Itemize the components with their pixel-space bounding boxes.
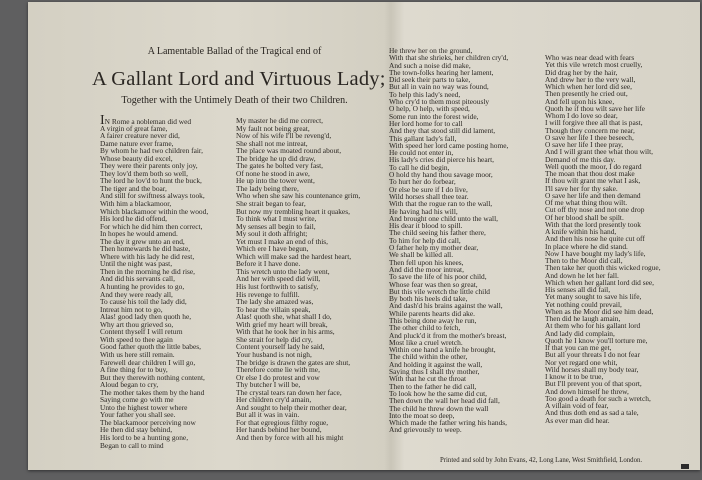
verse-line: Demand of me this day.: [545, 154, 616, 164]
verse-line: He could not enter in,: [389, 148, 454, 158]
verse-line: The blackamoor perceiving now: [100, 417, 196, 427]
verse-line: This being done away he run,: [389, 315, 477, 325]
verse-line: Which when her gallant lord did see,: [545, 277, 654, 287]
verse-column-3: [389, 47, 508, 434]
verse-line: His revenge to fulfill.: [236, 289, 300, 299]
verse-line: Aloud began to cry,: [100, 380, 159, 390]
verse-line: Which blackamoor within the wood,: [100, 206, 209, 216]
ballad-preamble: A Lamentable Ballad of the Tragical end of: [147, 46, 322, 57]
verse-line: Then to the Moor did call,: [545, 256, 623, 265]
verse-line: My fault not being great,: [236, 123, 310, 133]
verse-line: My soul it doth affright;: [236, 229, 308, 239]
verse-line: Then presently he cried out,: [545, 89, 628, 99]
verse-line: Who was near dead with fears: [545, 53, 635, 62]
verse-line: And I will grant thee what thou wilt,: [545, 147, 653, 157]
verse-line: A virgin of great fame,: [100, 123, 168, 133]
verse-line: The place was moated round about,: [236, 146, 342, 156]
verse-line: And they were ready all,: [100, 289, 173, 299]
verse-line: Of me what thing thou wilt.: [545, 198, 628, 207]
verse-line: But I'll prevent you of that sport,: [545, 379, 642, 389]
verse-line: Now of his wife I'll be reveng'd,: [236, 131, 332, 141]
verse-line: And still for swiftness always took,: [100, 191, 205, 201]
verse-line: O save her life I thee pray,: [545, 140, 624, 149]
verse-line: To help this lady's need,: [389, 89, 461, 99]
verse-line: He up into the tower went,: [236, 176, 315, 186]
verse-line: Of her blood shall be spilt.: [545, 212, 624, 222]
verse-line: Her children cry'd amain,: [236, 395, 312, 405]
verse-line: To cause his toil the lady did,: [100, 297, 187, 307]
verse-line: His lord to be a hunting gone,: [100, 432, 189, 442]
verse-line: Unto the highest tower where: [100, 402, 188, 412]
verse-line: My senses all begin to fail,: [236, 221, 316, 231]
verse-line: They lov'd them both so well,: [100, 168, 188, 178]
verse-line: With that the lord presently took: [545, 219, 641, 229]
verse-line: When as the Moor did see him dead,: [545, 306, 654, 316]
verse-line: Saying thus I shall thy mother,: [389, 367, 480, 377]
verse-line: Saying come go with me: [100, 395, 174, 405]
verse-line: O save her life and then demand: [545, 190, 641, 200]
verse-line: Whom I do love so dear,: [545, 111, 618, 120]
verse-line: Then take her quoth this wicked rogue,: [545, 263, 661, 273]
verse-line: With that she shrieks, her children cry'd,: [389, 53, 509, 63]
verse-line: Or else I do protest and vow: [236, 372, 320, 382]
verse-line: Or else be sure if I do live,: [389, 184, 468, 194]
verse-line: And then by force with all his might: [236, 432, 344, 442]
verse-line: Did seek their parts to take,: [389, 75, 471, 85]
verse-line: Which will make sad the hardest heart,: [236, 251, 352, 261]
verse-line: His lust forthwith to satisfy,: [236, 282, 319, 292]
verse-line: Quoth he if thou wilt save her life: [545, 103, 645, 113]
verse-line: Then in the morning he did rise,: [100, 266, 196, 276]
verse-line: Therefore come lie with me,: [236, 365, 320, 375]
verse-line: But all in vain no way was found,: [389, 82, 489, 92]
verse-line: He then did stay behind,: [100, 425, 173, 435]
verse-line: The town-folks hearing her lament,: [389, 67, 494, 77]
verse-line: Then fell upon his knees,: [389, 257, 464, 267]
verse-line: Dame nature ever frame,: [100, 138, 174, 148]
verse-line: Which ere I have begun,: [236, 244, 309, 254]
verse-column-2: [236, 117, 360, 442]
verse-line: And did his servants call,: [100, 274, 175, 284]
verse-line: I'll save her for thy sake.: [545, 183, 618, 193]
verse-line: Then to the father he did call,: [389, 381, 477, 391]
verse-line: I know it to be true,: [545, 372, 604, 381]
verse-line: If thou wilt grant me what I ask,: [545, 176, 641, 186]
verse-line: To call he did begin,: [389, 162, 450, 172]
verse-line: Why art thou grieved so,: [100, 319, 174, 329]
verse-line: Now I have bought my lady's life,: [545, 248, 646, 258]
verse-line: Yet this vile wretch most cruelly,: [545, 60, 643, 70]
verse-line: Who cry'd to them most piteously: [389, 97, 490, 107]
verse-line: The child within the other,: [389, 352, 468, 362]
verse-line: Then down the wall her head did fall,: [389, 396, 500, 406]
verse-line: The lady being there,: [236, 183, 299, 193]
verse-column-4: [545, 54, 661, 424]
verse-line: She strait began to fear,: [236, 199, 306, 209]
verse-line: While parents hearts did ake.: [389, 308, 475, 318]
printer-imprint: Printed and sold by John Evans, 42, Long Lane, West Smithfield, London.: [440, 457, 643, 464]
verse-line: Farewell dear children I will go,: [100, 357, 196, 367]
verse-line: O help, O help, with speed,: [389, 104, 470, 114]
verse-line: Some run into the forest wide,: [389, 111, 479, 121]
verse-line: By both his heels did take,: [389, 294, 468, 304]
verse-line: The crystal tears ran down her face,: [236, 387, 342, 397]
verse-line: Though they concern me near,: [545, 125, 635, 135]
verse-line: Content thyself I will return: [100, 327, 183, 337]
verse-line: But they therewith nothing content,: [100, 372, 205, 382]
verse-line: With him a blackamoor,: [100, 199, 172, 209]
verse-line: Content yourself lady he said,: [236, 342, 325, 352]
verse-line: The day it grew unto an end,: [100, 236, 185, 246]
verse-line: And thus doth end as sad a tale,: [545, 408, 639, 418]
verse-line: For that egregious filthy rogue,: [236, 417, 329, 427]
verse-line: But now my trembling heart it quakes,: [236, 206, 350, 216]
verse-line: The other child to fetch,: [389, 323, 461, 333]
ballad-title: A Gallant Lord and Virtuous Lady;: [92, 68, 386, 90]
verse-line: With grief my heart will break,: [236, 319, 328, 329]
verse-line: The child he threw down the wall: [389, 403, 489, 413]
verse-line: Which when her lord did see,: [545, 82, 633, 91]
verse-line: Yet must I make an end of this,: [236, 236, 329, 246]
verse-line: The gates he bolted very fast,: [236, 161, 324, 171]
verse-line: But all it was in vain.: [236, 410, 300, 420]
verse-line: They were their parents only joy,: [100, 161, 198, 171]
verse-line: And such a noise did make,: [389, 60, 471, 70]
verse-line: This gallant lady's fall,: [389, 133, 457, 143]
verse-line: If that you can me get,: [545, 343, 612, 352]
verse-line: She shall not me intreat,: [236, 138, 308, 148]
verse-line: Before it I have done.: [236, 259, 301, 269]
verse-line: With that he cut the throat: [389, 374, 467, 384]
verse-line: And grievously to weep.: [389, 425, 462, 435]
verse-line: Within one hand a knife he brought,: [389, 345, 496, 355]
archive-mark: [681, 464, 689, 469]
verse-line: Until the night was past,: [100, 259, 173, 269]
verse-line: She strait for help did cry,: [236, 334, 313, 344]
verse-line: A fine thing for to buy,: [100, 365, 168, 375]
verse-line: To hurt her do forbear,: [389, 177, 456, 187]
verse-line: But all your threats I do not fear: [545, 350, 641, 360]
verse-line: Did drag her by the hair,: [545, 67, 618, 77]
verse-column-1: [100, 113, 209, 450]
verse-line: And they that stood still did lament,: [389, 126, 496, 136]
verse-line: Quoth he I know you'll torture me,: [545, 335, 648, 345]
verse-line: Wild horses shall thee tear.: [389, 191, 469, 201]
verse-line: Her lord home for to call: [389, 118, 463, 128]
verse-line: And fell upon his knee,: [545, 96, 615, 106]
verse-line: Your father you shall see.: [100, 410, 176, 420]
verse-line: He having had his will,: [389, 206, 458, 216]
verse-line: And holding it against the wall,: [389, 359, 483, 369]
verse-line: A villain void of fear,: [545, 401, 609, 410]
verse-line: Your husband is not nigh,: [236, 349, 312, 359]
verse-line: His lady's cries did pierce his heart,: [389, 155, 494, 165]
verse-line: My master he did me correct,: [236, 116, 324, 125]
verse-line: The lady she amazed was,: [236, 297, 314, 307]
verse-line: Alas! quoth she, what shall I do,: [236, 312, 332, 322]
verse-line: In place where he did stand.: [545, 241, 628, 251]
verse-line: Alas! good lady then quoth he,: [100, 312, 192, 322]
verse-line: The moan that thou dost make: [545, 169, 635, 178]
verse-line: O save her life I thee beseech,: [545, 132, 634, 142]
verse-line: Too good a death for such a wretch,: [545, 393, 651, 403]
verse-line: To save the life of his poor child,: [389, 272, 487, 282]
verse-line: To look how he the same did cut,: [389, 388, 488, 398]
verse-line: Then homewards he did haste,: [100, 244, 191, 254]
verse-line: And pluck'd it from the mother's breast,: [389, 330, 507, 340]
verse-line: The lord he lov'd to hunt the buck,: [100, 176, 202, 186]
verse-line: His senses all did fail,: [545, 285, 611, 294]
verse-line: We shall be killed all.: [389, 250, 454, 260]
verse-line: And down he let her fall.: [545, 270, 619, 280]
verse-line: And dash'd his brains against the wall,: [389, 301, 503, 311]
verse-line: Most like a cruel wretch.: [389, 337, 463, 347]
verse-line: And drew her to the very wall,: [545, 74, 636, 84]
verse-line: At them who for his gallant lord: [545, 321, 641, 331]
verse-line: Yet nothing could prevail,: [545, 299, 622, 309]
verse-line: Cut off thy nose and not one drop: [545, 205, 645, 215]
verse-line: Well quoth the moor, I do regard: [545, 161, 642, 171]
verse-line: Good father quoth the little babes,: [100, 342, 201, 352]
verse-line: And lady did complain,: [545, 328, 615, 338]
verse-line: His dear it blood to spill.: [389, 221, 463, 231]
verse-line: The bridge is drawn the gates are shut,: [236, 357, 351, 367]
verse-line: Whose fear was then so great,: [389, 279, 478, 289]
verse-line: The child seeing his father there,: [389, 228, 486, 238]
verse-line: With that the rogue ran to the wall,: [389, 199, 493, 209]
verse-line: And her with speed did will,: [236, 274, 321, 284]
verse-line: The bridge he up did draw,: [236, 153, 316, 163]
verse-line: A fairer creature never did,: [100, 131, 180, 141]
verse-line: O hold thy hand thou savage moor,: [389, 170, 493, 180]
verse-line: The mother takes them by the hand: [100, 387, 205, 397]
verse-line: Thy butcher I will be,: [236, 380, 301, 390]
verse-line: I will forgive thee all that is past,: [545, 118, 643, 128]
verse-line: Who when she saw his countenance grim,: [236, 191, 361, 201]
verse-line: Her hands behind her bound,: [236, 425, 322, 435]
verse-line: Then did he laugh amain,: [545, 314, 621, 323]
verse-line: Into the moat so deep,: [389, 410, 455, 420]
verse-line: To him for help did call,: [389, 235, 461, 245]
verse-line: Of none he stood in awe,: [236, 168, 310, 178]
verse-line: A knife within his hand,: [545, 227, 617, 236]
verse-line: In hopes he would amend.: [100, 229, 178, 239]
verse-line: And sought to help their mother dear,: [236, 402, 347, 412]
verse-line: His lord he did offend,: [100, 214, 167, 224]
verse-line: Wild horses shall my body tear,: [545, 364, 639, 374]
verse-line: By whom he had two children fair,: [100, 146, 203, 156]
verse-line: IN Rome a nobleman did wed: [100, 113, 192, 128]
verse-line: With speed her lord came posting home,: [389, 140, 509, 150]
verse-line: A hunting he provides to go,: [100, 282, 185, 292]
verse-line: With speed to thee again: [100, 334, 173, 344]
ballad-subtitle: Together with the Untimely Death of their two Children.: [121, 95, 348, 106]
verse-line: With that he took her in his arms,: [236, 327, 335, 337]
verse-line: For which he did him then correct,: [100, 221, 203, 231]
verse-line: As ever man did hear.: [545, 415, 610, 425]
verse-line: Nor yet regard one whit,: [545, 357, 618, 367]
verse-line: With us here still remain.: [100, 349, 175, 359]
verse-line: Which made the father wring his hands,: [389, 418, 508, 428]
verse-line: And did the moor intreat,: [389, 264, 464, 274]
verse-line: Intreat him not to go,: [100, 304, 163, 314]
verse-line: Yet many sought to save his life,: [545, 292, 642, 302]
verse-line: And down himself he threw,: [545, 386, 629, 396]
verse-line: And then his nose he quite cut off: [545, 234, 645, 244]
verse-line: The tiger and the boar,: [100, 183, 167, 193]
verse-line: This wretch unto the lady went,: [236, 266, 330, 276]
verse-line: Where with his lady he did rest,: [100, 251, 195, 261]
verse-line: To hear the villain speak,: [236, 304, 311, 314]
verse-line: But this vile wretch the little child: [389, 286, 490, 296]
verse-line: Whose beauty did excel,: [100, 153, 173, 163]
verse-line: And brought one child unto the wall,: [389, 213, 498, 223]
verse-line: O father help my mother dear,: [389, 243, 479, 253]
verse-line: Began to call to mind: [100, 440, 164, 450]
verse-line: To think what I must write,: [236, 214, 317, 224]
verse-line: He threw her on the ground,: [389, 46, 473, 55]
